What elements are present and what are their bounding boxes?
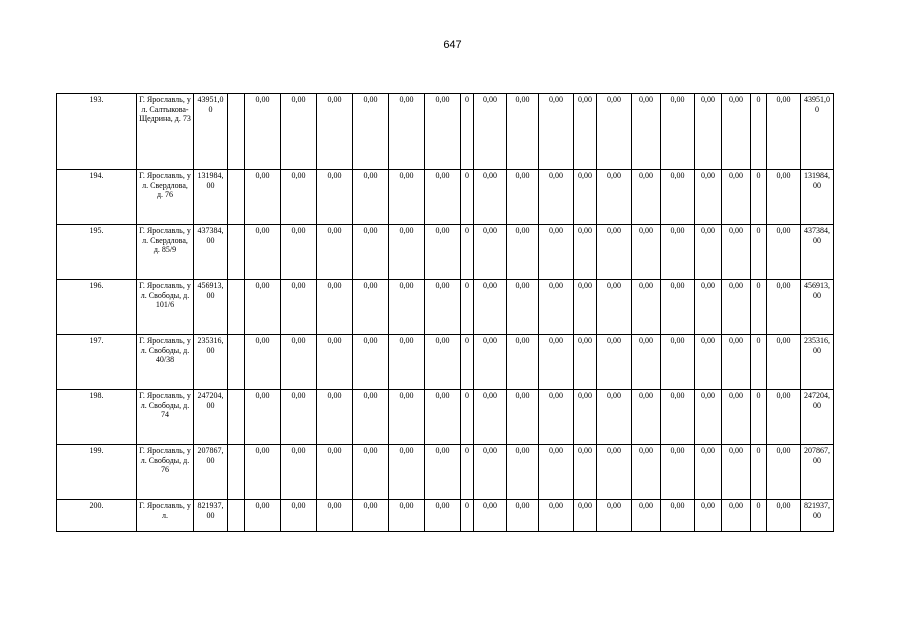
zero-cell: 0,00: [767, 280, 801, 335]
zero-cell: 0,00: [281, 445, 317, 500]
zero-cell: 0,00: [507, 500, 539, 532]
zero-cell: 0,00: [317, 225, 353, 280]
zero-cell: 0,00: [695, 335, 722, 390]
zero-cell: 0,00: [389, 170, 425, 225]
zero-cell: 0,00: [317, 170, 353, 225]
zero-cell: 0,00: [389, 445, 425, 500]
zero-cell: 0,00: [317, 390, 353, 445]
zero-cell: 0,00: [389, 225, 425, 280]
zero-cell: 0,00: [425, 500, 461, 532]
zero-cell: 0,00: [425, 445, 461, 500]
zero-cell: 0,00: [245, 500, 281, 532]
zero-cell: 0,00: [317, 335, 353, 390]
total-cell: 131984,00: [194, 170, 228, 225]
zero-cell: 0,00: [539, 225, 574, 280]
table-row: [57, 280, 834, 335]
row-number: 199.: [57, 445, 137, 500]
zero-cell: 0,00: [425, 170, 461, 225]
total-end-cell: 437384,00: [801, 225, 834, 280]
zero-cell: 0,00: [722, 170, 751, 225]
zero-cell: 0,00: [767, 225, 801, 280]
table-row: [57, 225, 834, 280]
zero-cell: 0,00: [632, 170, 661, 225]
zero-cell: 0,00: [539, 445, 574, 500]
zero-cell: 0,00: [317, 445, 353, 500]
total-cell: 247204,00: [194, 390, 228, 445]
table-row: [57, 500, 834, 532]
zero-cell: 0,00: [474, 445, 507, 500]
zero-cell: 0,00: [245, 225, 281, 280]
zero-cell: 0,00: [539, 500, 574, 532]
table-row: [57, 170, 834, 225]
total-end-cell: 247204,00: [801, 390, 834, 445]
data-table: [56, 93, 834, 532]
total-end-cell: 131984,00: [801, 170, 834, 225]
empty-cell: [228, 390, 245, 445]
zero-cell: 0,00: [245, 170, 281, 225]
zero-cell: 0,00: [245, 94, 281, 170]
zero-cell: 0,00: [317, 94, 353, 170]
zero-cell: 0: [461, 500, 474, 532]
zero-cell: 0: [461, 225, 474, 280]
zero-cell: 0,00: [507, 94, 539, 170]
zero-cell: 0,00: [281, 170, 317, 225]
zero-cell: 0,00: [425, 225, 461, 280]
empty-cell: [228, 335, 245, 390]
zero-cell: 0,00: [245, 390, 281, 445]
zero-cell: 0,00: [722, 225, 751, 280]
zero-cell: 0,00: [597, 94, 632, 170]
total-cell: 43951,00: [194, 94, 228, 170]
zero-cell: 0,00: [507, 170, 539, 225]
zero-cell: 0,00: [245, 445, 281, 500]
zero-cell: 0,00: [767, 94, 801, 170]
zero-cell: 0,00: [632, 280, 661, 335]
zero-cell: 0: [461, 335, 474, 390]
table-row: [57, 445, 834, 500]
row-number: 197.: [57, 335, 137, 390]
zero-cell: 0,00: [474, 170, 507, 225]
zero-cell: 0,00: [539, 94, 574, 170]
zero-cell: 0,00: [574, 335, 597, 390]
total-cell: 821937,00: [194, 500, 228, 532]
zero-cell: 0,00: [574, 170, 597, 225]
empty-cell: [228, 94, 245, 170]
total-end-cell: 456913,00: [801, 280, 834, 335]
zero-cell: 0,00: [632, 335, 661, 390]
zero-cell: 0,00: [539, 280, 574, 335]
zero-cell: 0,00: [597, 500, 632, 532]
zero-cell: 0,00: [722, 445, 751, 500]
zero-cell: 0,00: [661, 390, 695, 445]
zero-cell: 0,00: [281, 390, 317, 445]
zero-cell: 0,00: [425, 280, 461, 335]
zero-cell: 0: [751, 225, 767, 280]
address-cell: Г. Ярославль, ул. Свободы, д. 74: [137, 390, 194, 445]
zero-cell: 0,00: [317, 280, 353, 335]
zero-cell: 0,00: [281, 500, 317, 532]
zero-cell: 0,00: [695, 225, 722, 280]
zero-cell: 0,00: [632, 94, 661, 170]
address-cell: Г. Ярославль, ул. Свердлова, д. 85/9: [137, 225, 194, 280]
row-number: 195.: [57, 225, 137, 280]
zero-cell: 0,00: [507, 225, 539, 280]
total-cell: 437384,00: [194, 225, 228, 280]
zero-cell: 0,00: [281, 280, 317, 335]
zero-cell: 0,00: [574, 280, 597, 335]
address-cell: Г. Ярославль, ул.: [137, 500, 194, 532]
zero-cell: 0,00: [574, 225, 597, 280]
zero-cell: 0,00: [574, 500, 597, 532]
table-row: [57, 94, 834, 170]
zero-cell: 0: [751, 500, 767, 532]
empty-cell: [228, 225, 245, 280]
empty-cell: [228, 170, 245, 225]
zero-cell: 0: [751, 94, 767, 170]
zero-cell: 0: [751, 280, 767, 335]
total-cell: 235316,00: [194, 335, 228, 390]
zero-cell: 0,00: [695, 445, 722, 500]
zero-cell: 0,00: [722, 335, 751, 390]
zero-cell: 0,00: [695, 500, 722, 532]
zero-cell: 0,00: [597, 445, 632, 500]
zero-cell: 0,00: [353, 170, 389, 225]
zero-cell: 0,00: [695, 94, 722, 170]
address-cell: Г. Ярославль, ул. Салтыкова-Щедрина, д. 73: [137, 94, 194, 170]
address-cell: Г. Ярославль, ул. Свободы, д. 40/38: [137, 335, 194, 390]
zero-cell: 0,00: [695, 280, 722, 335]
zero-cell: 0,00: [353, 94, 389, 170]
zero-cell: 0,00: [661, 170, 695, 225]
zero-cell: 0,00: [353, 445, 389, 500]
zero-cell: 0,00: [661, 500, 695, 532]
zero-cell: 0,00: [507, 335, 539, 390]
zero-cell: 0,00: [425, 94, 461, 170]
zero-cell: 0,00: [539, 170, 574, 225]
table-row: [57, 390, 834, 445]
zero-cell: 0,00: [507, 390, 539, 445]
address-cell: Г. Ярославль, ул. Свердлова, д. 76: [137, 170, 194, 225]
total-cell: 207867,00: [194, 445, 228, 500]
address-cell: Г. Ярославль, ул. Свободы, д. 101/6: [137, 280, 194, 335]
zero-cell: 0,00: [767, 445, 801, 500]
zero-cell: 0,00: [695, 170, 722, 225]
zero-cell: 0,00: [281, 335, 317, 390]
total-end-cell: 821937,00: [801, 500, 834, 532]
zero-cell: 0,00: [281, 225, 317, 280]
zero-cell: 0,00: [722, 390, 751, 445]
zero-cell: 0,00: [474, 335, 507, 390]
zero-cell: 0,00: [661, 94, 695, 170]
zero-cell: 0,00: [507, 445, 539, 500]
zero-cell: 0: [751, 390, 767, 445]
zero-cell: 0,00: [317, 500, 353, 532]
zero-cell: 0,00: [574, 445, 597, 500]
table-row: [57, 335, 834, 390]
zero-cell: 0,00: [722, 500, 751, 532]
address-cell: Г. Ярославль, ул. Свободы, д. 76: [137, 445, 194, 500]
zero-cell: 0,00: [574, 390, 597, 445]
row-number: 196.: [57, 280, 137, 335]
total-cell: 456913,00: [194, 280, 228, 335]
row-number: 193.: [57, 94, 137, 170]
zero-cell: 0,00: [661, 280, 695, 335]
zero-cell: 0,00: [507, 280, 539, 335]
total-end-cell: 235316,00: [801, 335, 834, 390]
row-number: 198.: [57, 390, 137, 445]
zero-cell: 0: [751, 445, 767, 500]
zero-cell: 0,00: [661, 335, 695, 390]
zero-cell: 0,00: [353, 500, 389, 532]
zero-cell: 0,00: [389, 390, 425, 445]
empty-cell: [228, 280, 245, 335]
row-number: 200.: [57, 500, 137, 532]
zero-cell: 0,00: [661, 445, 695, 500]
total-end-cell: 207867,00: [801, 445, 834, 500]
zero-cell: 0,00: [474, 390, 507, 445]
zero-cell: 0: [461, 280, 474, 335]
zero-cell: 0,00: [474, 500, 507, 532]
zero-cell: 0,00: [353, 225, 389, 280]
zero-cell: 0,00: [281, 94, 317, 170]
zero-cell: 0,00: [574, 94, 597, 170]
zero-cell: 0: [751, 170, 767, 225]
zero-cell: 0,00: [245, 280, 281, 335]
zero-cell: 0,00: [425, 335, 461, 390]
zero-cell: 0,00: [597, 390, 632, 445]
zero-cell: 0,00: [722, 94, 751, 170]
zero-cell: 0,00: [353, 390, 389, 445]
zero-cell: 0,00: [632, 390, 661, 445]
zero-cell: 0,00: [389, 280, 425, 335]
zero-cell: 0,00: [661, 225, 695, 280]
zero-cell: 0,00: [425, 390, 461, 445]
zero-cell: 0,00: [767, 390, 801, 445]
zero-cell: 0,00: [597, 170, 632, 225]
zero-cell: 0: [461, 445, 474, 500]
zero-cell: 0,00: [597, 335, 632, 390]
total-end-cell: 43951,00: [801, 94, 834, 170]
zero-cell: 0,00: [597, 280, 632, 335]
zero-cell: 0,00: [632, 225, 661, 280]
zero-cell: 0,00: [597, 225, 632, 280]
zero-cell: 0,00: [474, 225, 507, 280]
empty-cell: [228, 500, 245, 532]
zero-cell: 0: [751, 335, 767, 390]
zero-cell: 0,00: [767, 335, 801, 390]
zero-cell: 0,00: [539, 390, 574, 445]
zero-cell: 0,00: [474, 94, 507, 170]
zero-cell: 0: [461, 390, 474, 445]
page-number: 647: [443, 39, 462, 51]
zero-cell: 0,00: [353, 280, 389, 335]
zero-cell: 0,00: [722, 280, 751, 335]
zero-cell: 0,00: [353, 335, 389, 390]
zero-cell: 0,00: [389, 94, 425, 170]
row-number: 194.: [57, 170, 137, 225]
zero-cell: 0,00: [767, 500, 801, 532]
empty-cell: [228, 445, 245, 500]
zero-cell: 0: [461, 170, 474, 225]
zero-cell: 0,00: [389, 335, 425, 390]
zero-cell: 0: [461, 94, 474, 170]
zero-cell: 0,00: [245, 335, 281, 390]
zero-cell: 0,00: [695, 390, 722, 445]
zero-cell: 0,00: [767, 170, 801, 225]
zero-cell: 0,00: [539, 335, 574, 390]
zero-cell: 0,00: [632, 445, 661, 500]
zero-cell: 0,00: [632, 500, 661, 532]
zero-cell: 0,00: [474, 280, 507, 335]
zero-cell: 0,00: [389, 500, 425, 532]
